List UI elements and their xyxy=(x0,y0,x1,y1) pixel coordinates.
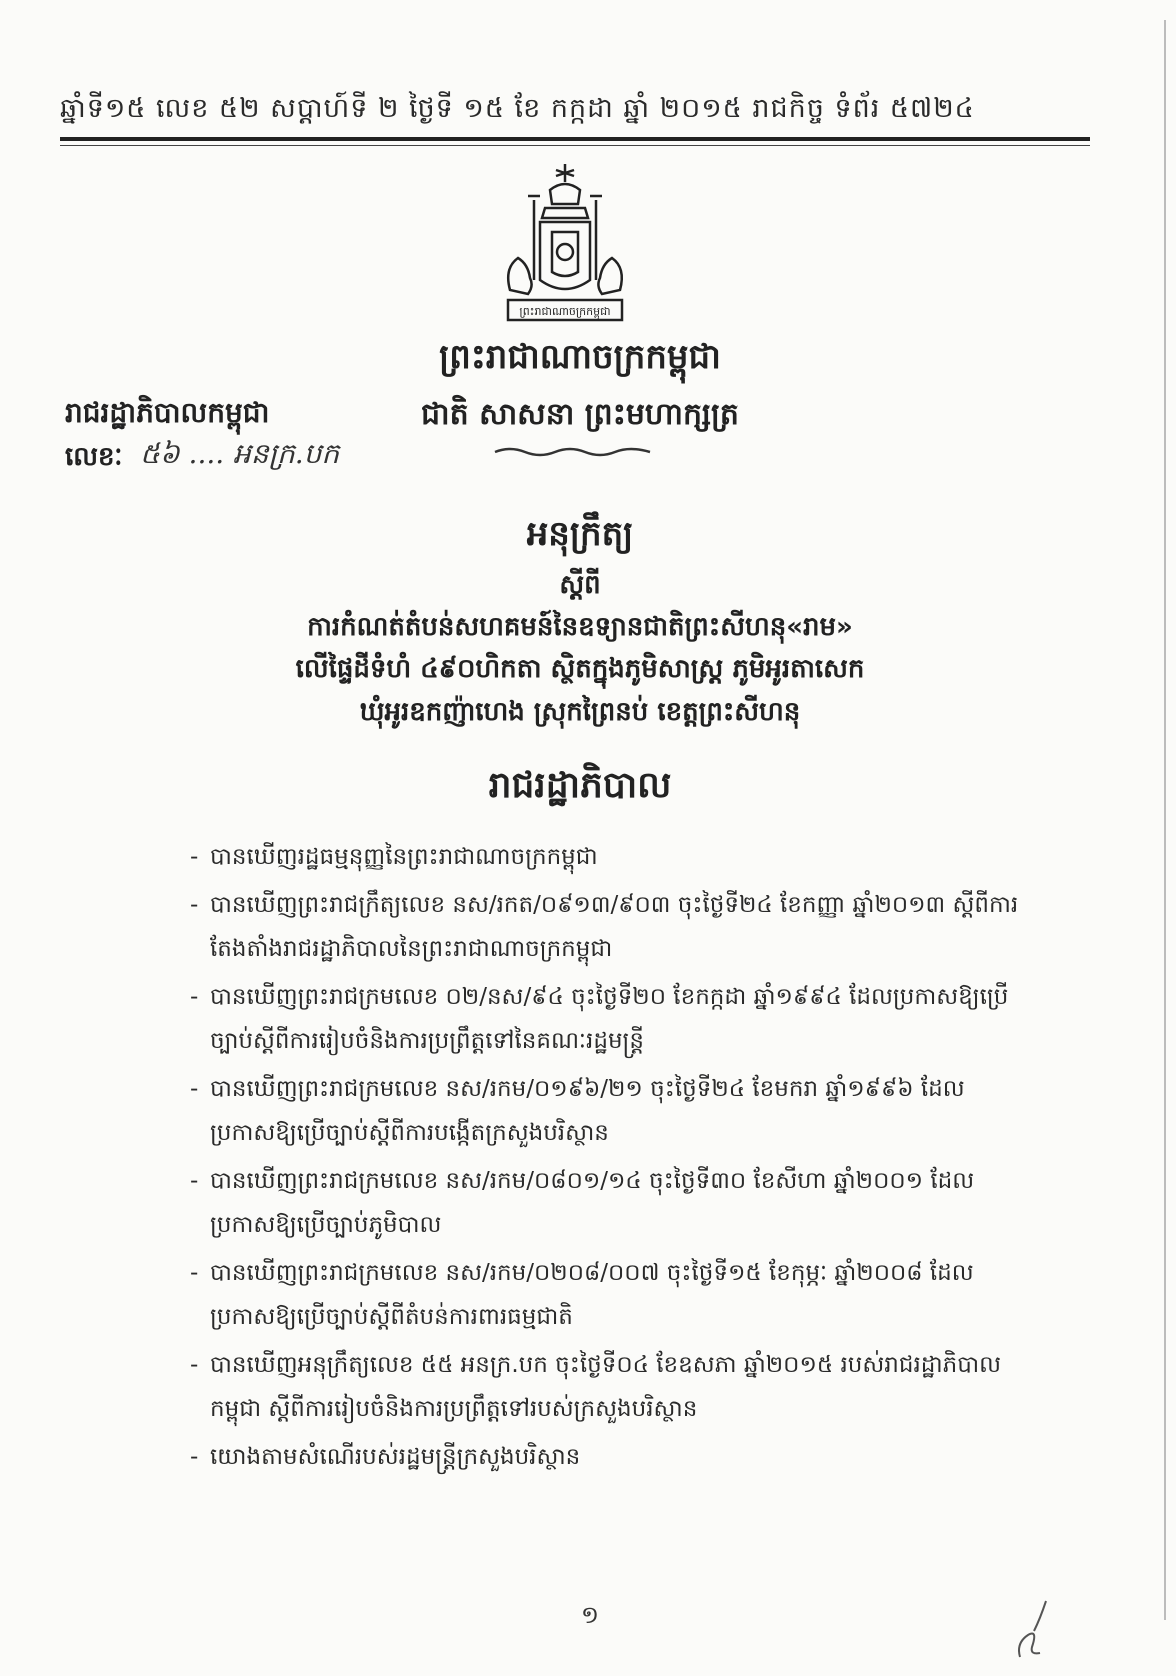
handwritten-initials-icon xyxy=(1010,1595,1060,1665)
preamble-clause: - បានឃើញព្រះរាជក្រមលេខ នស/រកម/០២០៨/០០៧ ចុះថ្ងៃទី១៥ ខែកុម្ភៈ ឆ្នាំ២០០៨ ដែលប្រកាសឱ្យប្រើច្បាប់ស្តីពីតំបន់ការពារធម្មជាតិ xyxy=(190,1251,1030,1339)
preamble-clause: - បានឃើញព្រះរាជក្រមលេខ នស/រកម/០១៩៦/២១ ចុះថ្ងៃទី២៤ ខែមករា ឆ្នាំ១៩៩៦ ដែលប្រកាសឱ្យប្រើច្បាប់ស្តីពីការបង្កើតក្រសួងបរិស្ថាន xyxy=(190,1067,1030,1155)
preamble-list xyxy=(190,835,1030,1483)
issuer-heading: រាជរដ្ឋាភិបាល xyxy=(488,765,672,806)
preamble-clause: - បានឃើញព្រះរាជក្រមលេខ ០២/នស/៩៤ ចុះថ្ងៃទី២០ ខែកក្កដា ឆ្នាំ១៩៩៤ ដែលប្រកាសឱ្យប្រើច្បាប់ស្តីពីការរៀបចំនិងការប្រព្រឹត្តទៅនៃគណៈរដ្ឋមន្ត្រី xyxy=(190,975,1030,1063)
subject-line: ការកំណត់តំបន់សហគមន៍នៃឧទ្យានជាតិព្រះសីហនុ«រាម» xyxy=(307,612,853,642)
emblem-seal-text: ព្រះរាជាណាចក្រកម្ពុជា xyxy=(519,305,611,318)
kingdom-title: ព្រះរាជាណាចក្រកម្ពុជា xyxy=(439,337,721,377)
document-type: អនុក្រឹត្យ xyxy=(526,514,634,554)
preamble-clause: - យោងតាមសំណើរបស់រដ្ឋមន្ត្រីក្រសួងបរិស្ថាន xyxy=(190,1435,1030,1479)
subject-line: ឃុំអូរឧកញ៉ាហេង ស្រុកព្រៃនប់ ខេត្តព្រះសីហនុ xyxy=(359,697,801,727)
reference-number-value: ៥៦ .... អនក្រ.បក xyxy=(140,437,340,470)
national-motto: ជាតិ សាសនា ព្រះមហាក្សត្រ xyxy=(421,397,739,432)
gazette-header: ឆ្នាំទី១៥ លេខ ៥២ សប្តាហ៍ទី ២ ថ្ងៃទី ១៥ ខែ កក្កដា ឆ្នាំ ២០១៥ រាជកិច្ច ទំព័រ ៥៧២៤ xyxy=(60,93,975,124)
subject-line: លើផ្ទៃដីទំហំ ៤៩០ហិកតា ស្ថិតក្នុងភូមិសាស្ត្រ ភូមិអូរតាសេក xyxy=(295,654,865,684)
preamble-clause: - បានឃើញរដ្ឋធម្មនុញ្ញនៃព្រះរាជាណាចក្រកម្ពុជា xyxy=(190,835,1030,879)
reference-number-label: លេខៈ xyxy=(65,442,123,472)
royal-coat-of-arms-icon xyxy=(490,160,640,330)
preamble-clause: - បានឃើញអនុក្រឹត្យលេខ ៥៥ អនក្រ.បក ចុះថ្ងៃទី០៤ ខែឧសភា ឆ្នាំ២០១៥ របស់រាជរដ្ឋាភិបាលកម្ពុជា ស្តីពីការរៀបចំនិងការប្រព្រឹត្តទៅរបស់ក្រសួងបរិស្ថាន xyxy=(190,1343,1030,1431)
preamble-clause: - បានឃើញព្រះរាជក្រឹត្យលេខ នស/រកត/០៩១៣/៩០៣ ចុះថ្ងៃទី២៤ ខែកញ្ញា ឆ្នាំ២០១៣ ស្តីពីការតែងតាំងរាជរដ្ឋាភិបាលនៃព្រះរាជាណាចក្រកម្ពុជា xyxy=(190,883,1030,971)
motto-ornament-icon xyxy=(490,446,660,458)
header-rule xyxy=(60,137,1090,141)
government-name: រាជរដ្ឋាភិបាលកម្ពុជា xyxy=(65,396,270,429)
header-rule-thin xyxy=(60,145,1090,146)
page-edge xyxy=(1164,20,1166,1620)
subject-label: ស្តីពី xyxy=(559,570,601,600)
page-number: ១ xyxy=(580,1601,600,1629)
preamble-clause: - បានឃើញព្រះរាជក្រមលេខ នស/រកម/០៨០១/១៤ ចុះថ្ងៃទី៣០ ខែសីហា ឆ្នាំ២០០១ ដែលប្រកាសឱ្យប្រើច្បាប់ភូមិបាល xyxy=(190,1159,1030,1247)
